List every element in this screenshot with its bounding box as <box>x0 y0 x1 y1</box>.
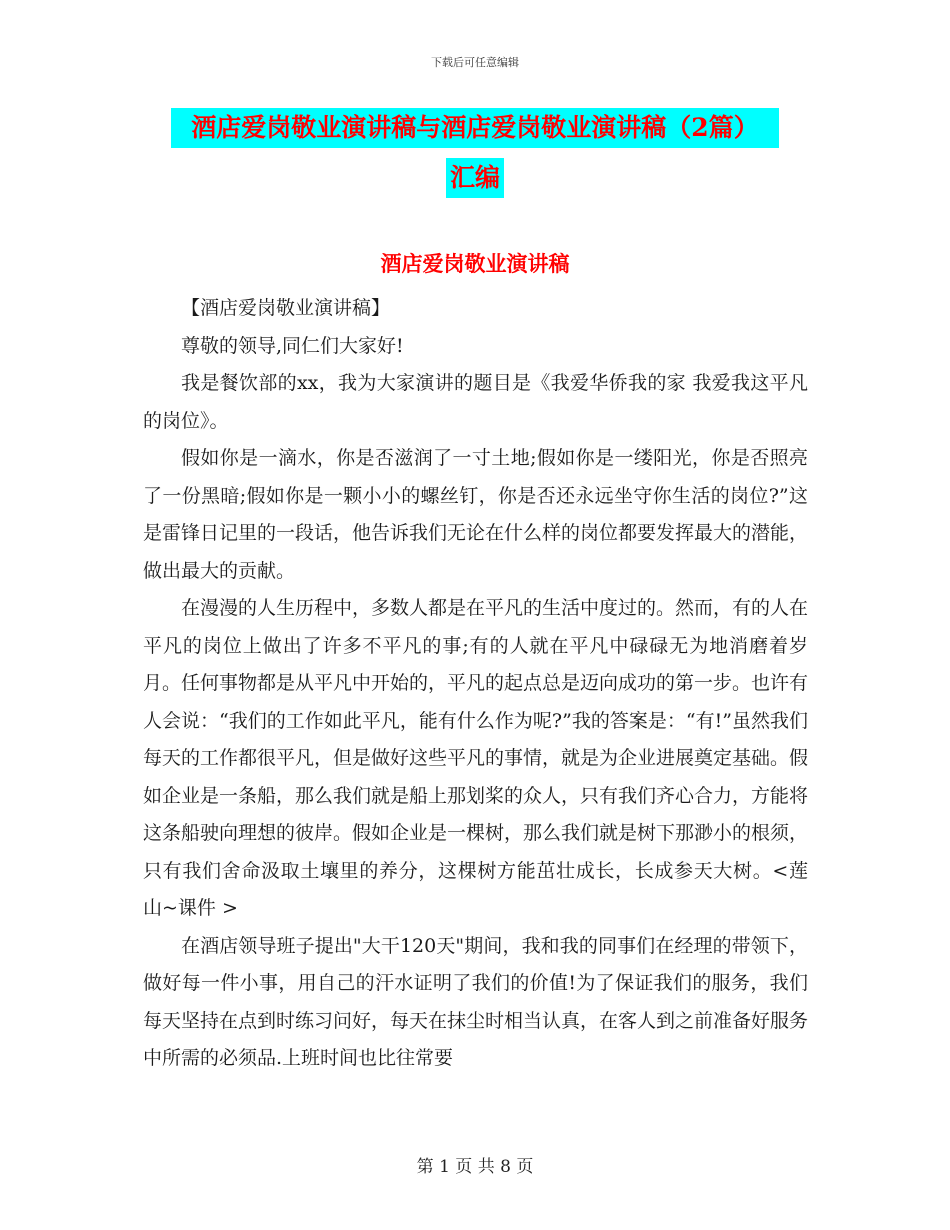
paragraph: 我是餐饮部的xx，我为大家演讲的题目是《我爱华侨我的家 我爱我这平凡的岗位》。 <box>143 372 808 432</box>
title-line-2: 汇编 <box>446 158 504 198</box>
paragraph: 尊敬的领导,同仁们大家好! <box>181 334 404 357</box>
page-footer: 第 1 页 共 8 页 <box>416 1157 534 1177</box>
title-line-1: 酒店爱岗敬业演讲稿与酒店爱岗敬业演讲稿（2篇） <box>171 108 779 148</box>
document-title <box>0 108 950 198</box>
paragraph: 在酒店领导班子提出"大干120天"期间，我和我的同事们在经理的带领下，做好每一件小事，用自己的汗水证明了我们的价值!为了保证我们的服务，我们每天坚持在点到时练习问好，每天在抹尘时相当认真，在客人到之前准备好服务中所需的必须品.上班时间也比往常要 <box>143 934 809 1069</box>
paragraph: 假如你是一滴水，你是否滋润了一寸土地;假如你是一缕阳光，你是否照亮了一份黑暗;假如你是一颗小小的螺丝钉，你是否还永远坐守你生活的岗位?”这是雷锋日记里的一段话，他告诉我们无论在什么样的岗位都要发挥最大的潜能，做出最大的贡献。 <box>143 447 809 582</box>
header-note: 下载后可任意编辑 <box>431 56 519 69</box>
document-body <box>143 290 808 1078</box>
section-subtitle: 酒店爱岗敬业演讲稿 <box>380 251 570 276</box>
paragraph: 【酒店爱岗敬业演讲稿】 <box>181 297 391 319</box>
paragraph: 在漫漫的人生历程中，多数人都是在平凡的生活中度过的。然而，有的人在平凡的岗位上做出了许多不平凡的事;有的人就在平凡中碌碌无为地消磨着岁月。任何事物都是从平凡中开始的，平凡的起点总是迈向成功的第一步。也许有人会说：“我们的工作如此平凡，能有什么作为呢?”我的答案是：“有!”虽然我们每天的工作都很平凡，但是做好这些平凡的事情，就是为企业进展奠定基础。假如企业是一条船，那么我们就是船上那划桨的众人，只有我们齐心合力，方能将这条船驶向理想的彼岸。假如企业是一棵树，那么我们就是树下那渺小的根须，只有我们舍命汲取土壤里的养分，这棵树方能茁壮成长，长成参天大树。<莲 山~课件 > <box>143 597 809 919</box>
